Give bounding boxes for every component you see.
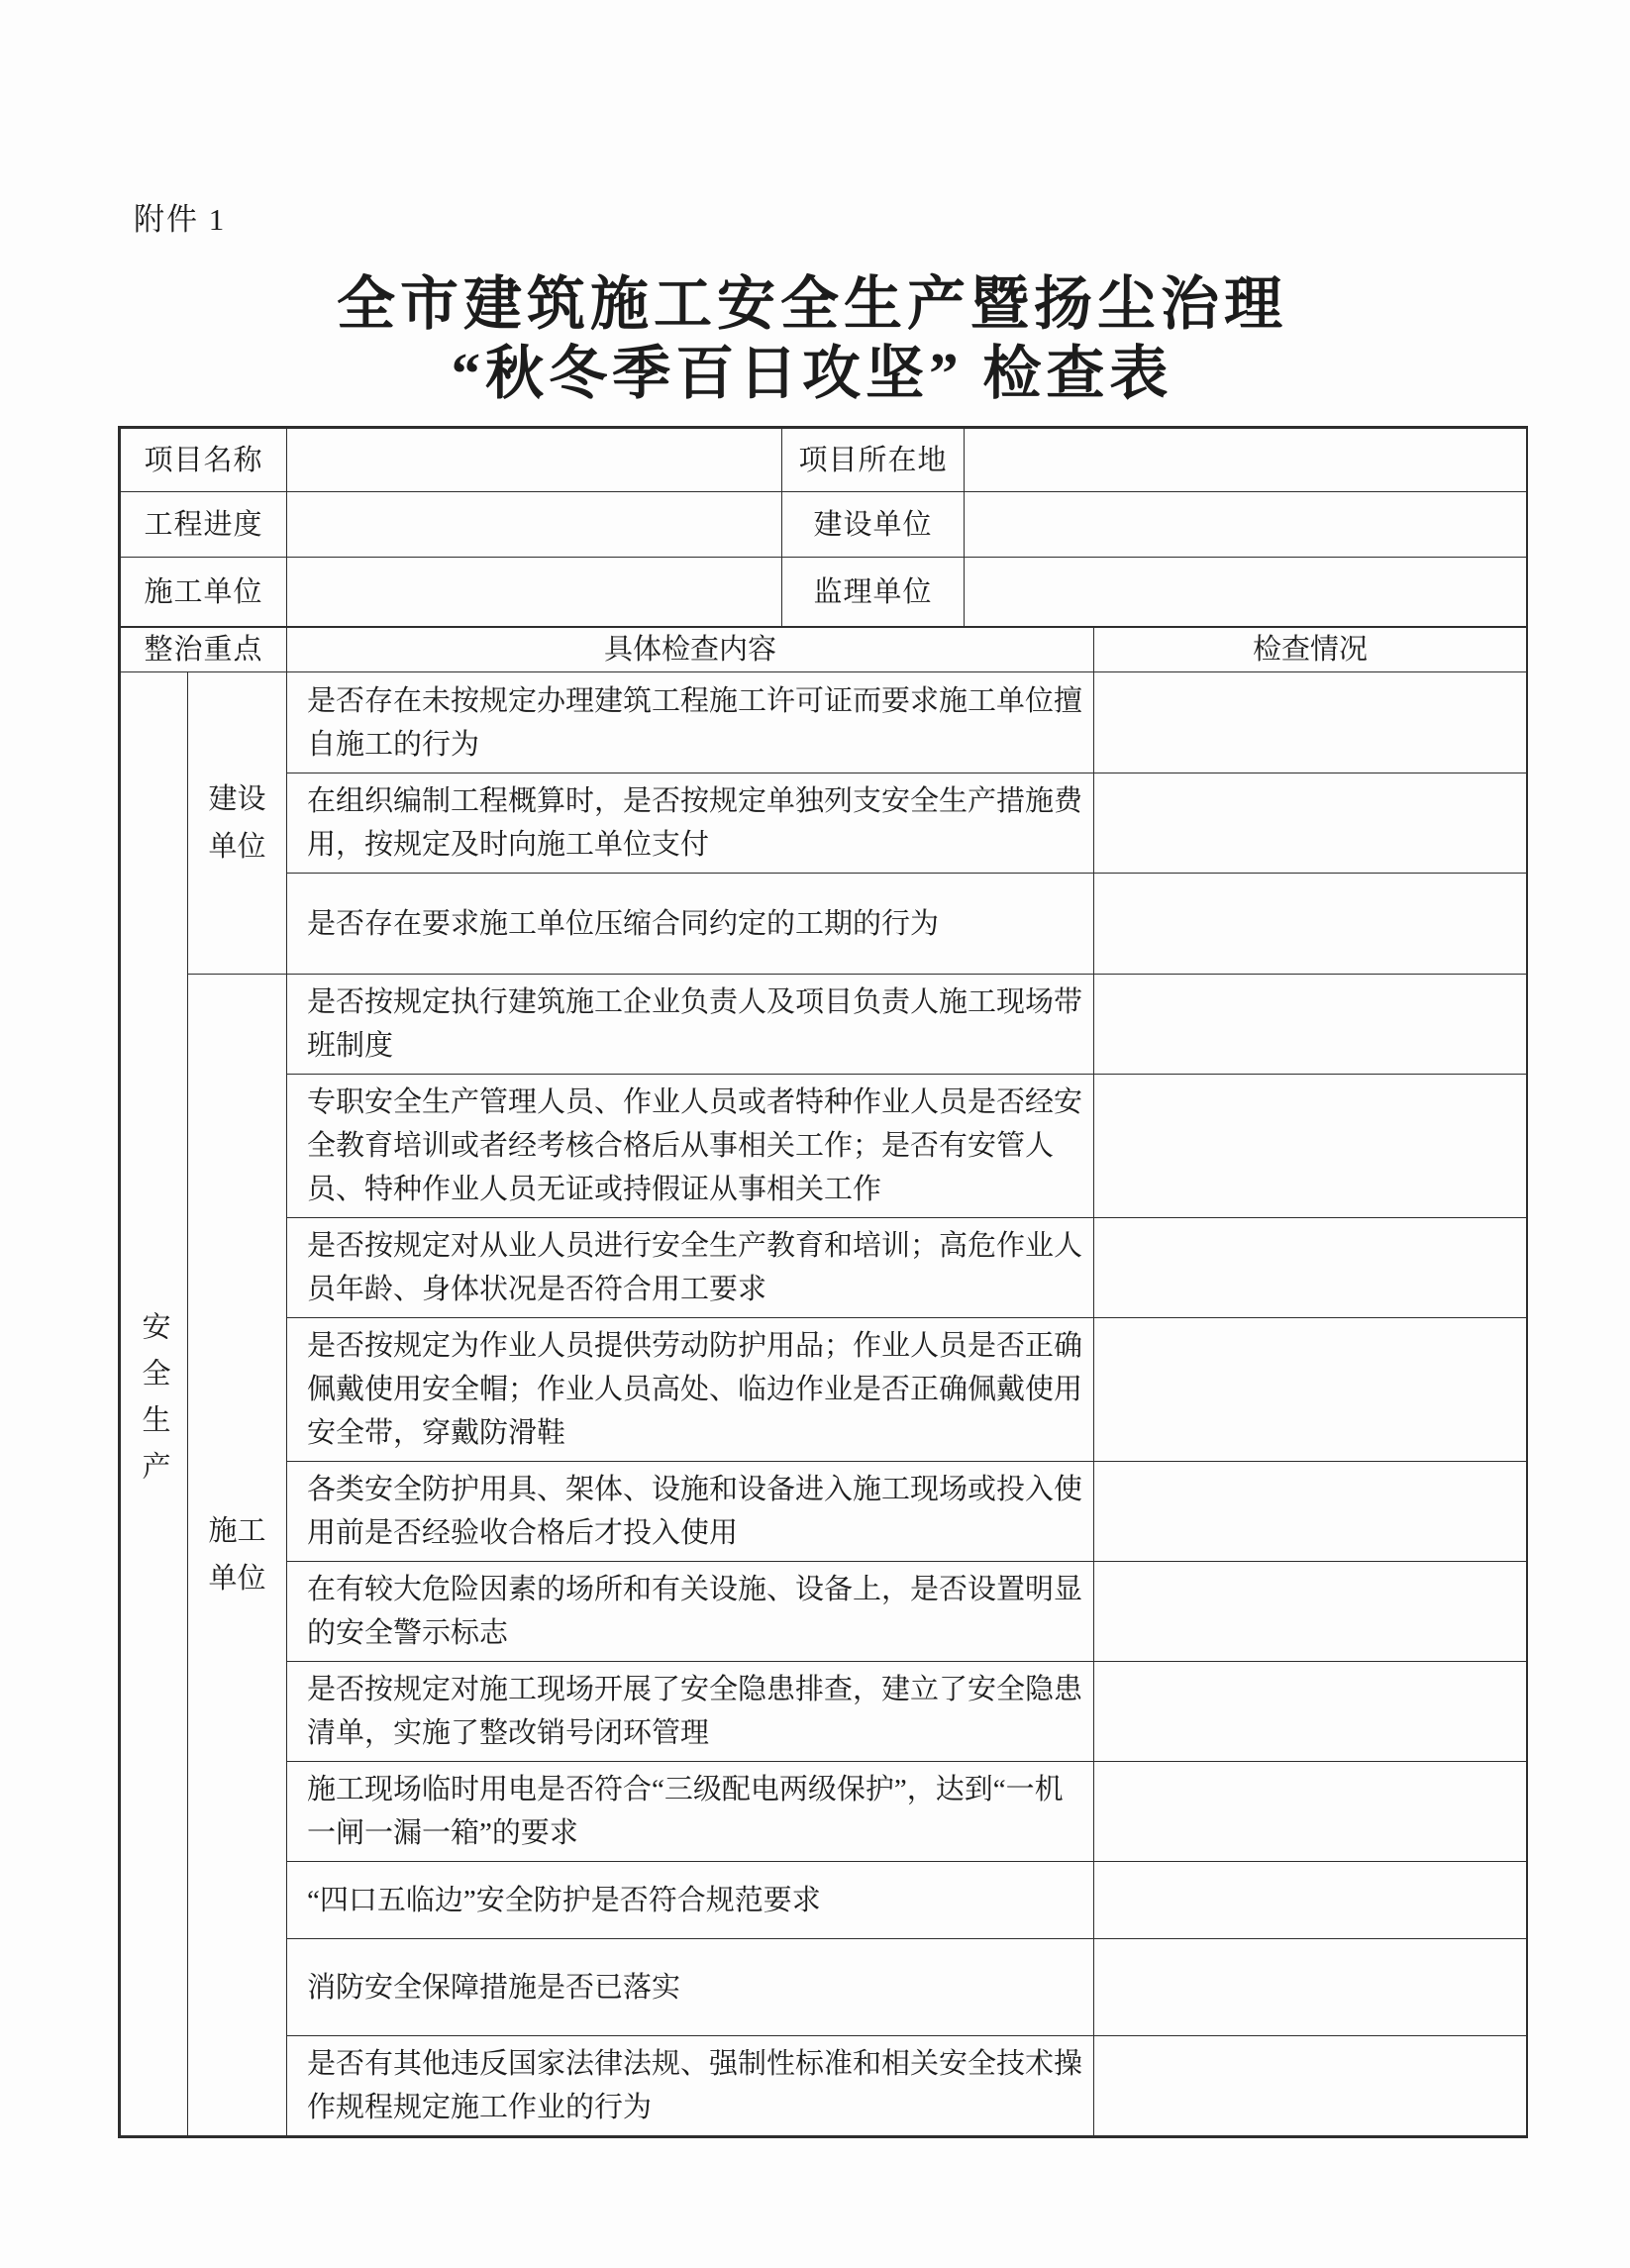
info-value-contractor bbox=[287, 558, 782, 627]
checklist-item-text: 各类安全防护用具、架体、设施和设备进入施工现场或投入使用前是否经验收合格后才投入使用 bbox=[287, 1462, 1094, 1562]
table-row bbox=[121, 1218, 1527, 1318]
table-row bbox=[121, 429, 1527, 492]
check-status-cell bbox=[1094, 1762, 1527, 1862]
table-row bbox=[121, 1562, 1527, 1662]
info-label-project-location: 项目所在地 bbox=[782, 429, 965, 492]
checklist-item-text: 在有较大危险因素的场所和有关设施、设备上，是否设置明显的安全警示标志 bbox=[287, 1562, 1094, 1662]
check-status-cell bbox=[1094, 1075, 1527, 1218]
attachment-label: 附件 1 bbox=[134, 202, 227, 237]
check-status-cell bbox=[1094, 1862, 1527, 1939]
info-label-construction-owner: 建设单位 bbox=[782, 492, 965, 558]
table-row bbox=[121, 975, 1527, 1075]
project-info-table bbox=[120, 428, 1527, 627]
table-row bbox=[121, 1318, 1527, 1462]
table-row bbox=[121, 492, 1527, 558]
table-row bbox=[121, 874, 1527, 975]
category-label-safety-production: 安全生产 bbox=[121, 672, 188, 2136]
group-label-owner-unit: 建设单位 bbox=[188, 672, 287, 975]
info-label-progress: 工程进度 bbox=[121, 492, 287, 558]
check-status-cell bbox=[1094, 1562, 1527, 1662]
table-row bbox=[121, 672, 1527, 773]
table-row bbox=[121, 1075, 1527, 1218]
table-row bbox=[121, 1939, 1527, 2036]
column-header-content: 具体检查内容 bbox=[287, 628, 1094, 672]
checklist-item-text: 在组织编制工程概算时，是否按规定单独列支安全生产措施费用，按规定及时向施工单位支付 bbox=[287, 773, 1094, 874]
column-header-focus: 整治重点 bbox=[121, 628, 287, 672]
table-row bbox=[121, 773, 1527, 874]
info-label-project-name: 项目名称 bbox=[121, 429, 287, 492]
checklist-item-text: 是否按规定对从业人员进行安全生产教育和培训；高危作业人员年龄、身体状况是否符合用工要求 bbox=[287, 1218, 1094, 1318]
check-status-cell bbox=[1094, 1318, 1527, 1462]
page-title-line2: “秋冬季百日攻坚” 检查表 bbox=[451, 341, 1173, 406]
checklist-item-text: 施工现场临时用电是否符合“三级配电两级保护”，达到“一机一闸一漏一箱”的要求 bbox=[287, 1762, 1094, 1862]
info-value-progress bbox=[287, 492, 782, 558]
table-row bbox=[121, 1462, 1527, 1562]
check-status-cell bbox=[1094, 874, 1527, 975]
check-status-cell bbox=[1094, 1939, 1527, 2036]
column-header-status: 检查情况 bbox=[1094, 628, 1527, 672]
info-value-project-name bbox=[287, 429, 782, 492]
table-row bbox=[121, 1662, 1527, 1762]
checklist-item-text: 专职安全生产管理人员、作业人员或者特种作业人员是否经安全教育培训或者经考核合格后从事相关工作；是否有安管人员、特种作业人员无证或持假证从事相关工作 bbox=[287, 1075, 1094, 1218]
info-label-contractor: 施工单位 bbox=[121, 558, 287, 627]
checklist-item-text: 是否按规定执行建筑施工企业负责人及项目负责人施工现场带班制度 bbox=[287, 975, 1094, 1075]
table-header-row bbox=[121, 628, 1527, 672]
table-row bbox=[121, 2036, 1527, 2136]
checklist-item-text: “四口五临边”安全防护是否符合规范要求 bbox=[287, 1862, 1094, 1939]
checklist-item-text: 是否按规定对施工现场开展了安全隐患排查，建立了安全隐患清单，实施了整改销号闭环管理 bbox=[287, 1662, 1094, 1762]
check-status-cell bbox=[1094, 1662, 1527, 1762]
checklist-item-text: 是否存在要求施工单位压缩合同约定的工期的行为 bbox=[287, 874, 1094, 975]
check-status-cell bbox=[1094, 1462, 1527, 1562]
check-status-cell bbox=[1094, 773, 1527, 874]
check-status-cell bbox=[1094, 1218, 1527, 1318]
table-row bbox=[121, 1762, 1527, 1862]
info-value-supervisor bbox=[965, 558, 1527, 627]
page-title-line1: 全市建筑施工安全生产暨扬尘治理 bbox=[336, 271, 1287, 337]
check-status-cell bbox=[1094, 2036, 1527, 2136]
inspection-form-table bbox=[118, 426, 1528, 2138]
checklist-item-text: 是否存在未按规定办理建筑工程施工许可证而要求施工单位擅自施工的行为 bbox=[287, 672, 1094, 773]
checklist-item-text: 消防安全保障措施是否已落实 bbox=[287, 1939, 1094, 2036]
page-title bbox=[109, 269, 1515, 408]
checklist-item-text: 是否有其他违反国家法律法规、强制性标准和相关安全技术操作规程规定施工作业的行为 bbox=[287, 2036, 1094, 2136]
checklist-table bbox=[120, 627, 1527, 2136]
table-row bbox=[121, 558, 1527, 627]
info-value-project-location bbox=[965, 429, 1527, 492]
check-status-cell bbox=[1094, 672, 1527, 773]
table-row bbox=[121, 1862, 1527, 1939]
group-label-contractor-unit: 施工单位 bbox=[188, 975, 287, 2136]
info-label-supervisor: 监理单位 bbox=[782, 558, 965, 627]
check-status-cell bbox=[1094, 975, 1527, 1075]
info-value-construction-owner bbox=[965, 492, 1527, 558]
checklist-item-text: 是否按规定为作业人员提供劳动防护用品；作业人员是否正确佩戴使用安全帽；作业人员高处、临边作业是否正确佩戴使用安全带，穿戴防滑鞋 bbox=[287, 1318, 1094, 1462]
